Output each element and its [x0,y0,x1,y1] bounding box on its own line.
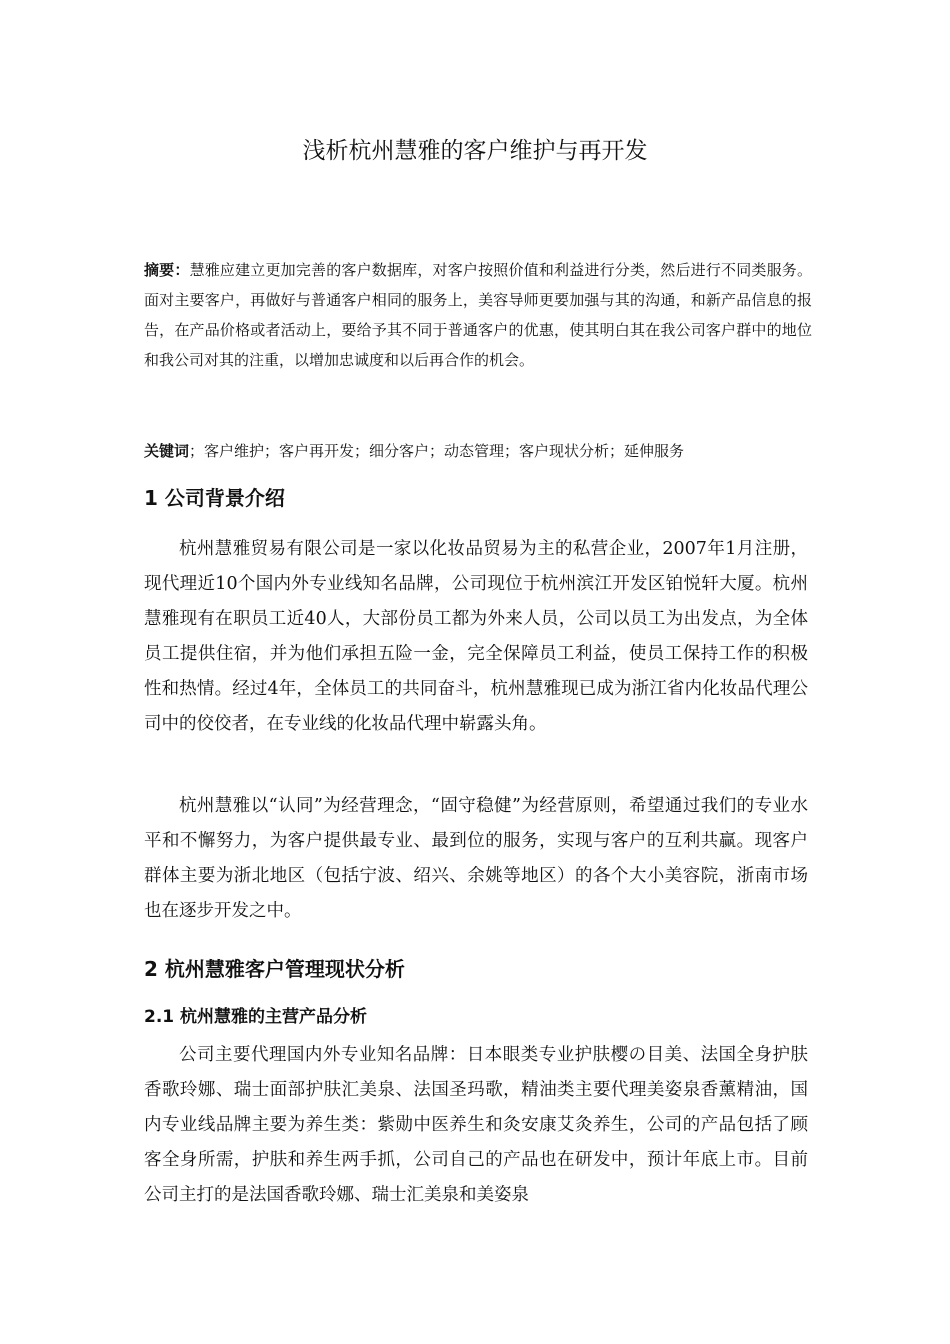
abstract [144,255,812,375]
keywords-text: ；客户维护；客户再开发；细分客户；动态管理；客户现状分析；延伸服务 [189,442,685,460]
keywords [144,437,812,465]
keywords-label: 关键词 [144,442,190,460]
abstract-label: 摘要： [144,261,190,279]
section-1-paragraph-2: 杭州慧雅以“认同”为经营理念，“固守稳健”为经营原则，希望通过我们的专业水平和不懈努力，为客户提供最专业、最到位的服务，实现与客户的互利共赢。现客户群体主要为浙北地区（包括宁波、绍兴、余姚等地区）的各个大小美容院，浙南市场也在逐步开发之中。 [144,796,808,921]
section-2-heading: 2 杭州慧雅客户管理现状分析 [144,957,405,981]
section-1-heading: 1 公司背景介绍 [144,486,285,510]
section-2-1-paragraph: 公司主要代理国内外专业知名品牌：日本眼类专业护肤樱の目美、法国全身护肤香歌玲娜、瑞士面部护肤汇美泉、法国圣玛歌，精油类主要代理美姿泉香薰精油，国内专业线品牌主要为养生类：紫勋中医养生和灸安康艾灸养生，公司的产品包括了顾客全身所需，护肤和养生两手抓，公司自己的产品也在研发中，预计年底上市。目前公司主打的是法国香歌玲娜、瑞士汇美泉和美姿泉 [144,1045,808,1205]
abstract-text: 慧雅应建立更加完善的客户数据库，对客户按照价值和利益进行分类，然后进行不同类服务。面对主要客户，再做好与普通客户相同的服务上，美容导师更要加强与其的沟通，和新产品信息的报告，在产品价格或者活动上，要给予其不同于普通客户的优惠，使其明白其在我公司客户群中的地位和我公司对其的注重，以增加忠诚度和以后再合作的机会。 [144,261,812,369]
section-2-1-heading: 2.1 杭州慧雅的主营产品分析 [144,1007,368,1027]
document-title: 浅析杭州慧雅的客户维护与再开发 [302,138,648,164]
section-1-paragraph-1: 杭州慧雅贸易有限公司是一家以化妆品贸易为主的私营企业，2007年1月注册，现代理近10个国内外专业线知名品牌，公司现位于杭州滨江开发区铂悦轩大厦。杭州慧雅现有在职员工近40人，大部份员工都为外来人员，公司以员工为出发点，为全体员工提供住宿，并为他们承担五险一金，完全保障员工利益，使员工保持工作的积极性和热情。经过4年，全体员工的共同奋斗，杭州慧雅现已成为浙江省内化妆品代理公司中的佼佼者，在专业线的化妆品代理中崭露头角。 [144,539,808,734]
